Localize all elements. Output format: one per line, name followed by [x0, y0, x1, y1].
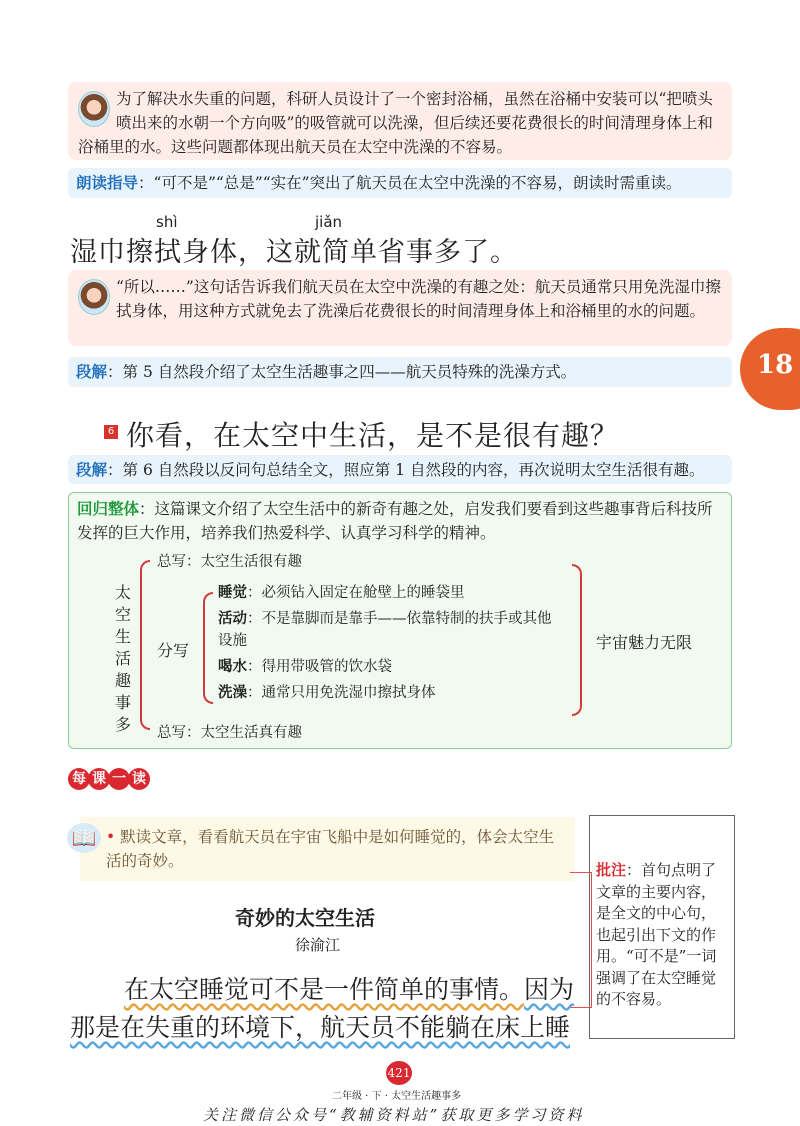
item-value: ：不是靠脚而是靠手——依靠特制的扶手或其他设施 — [218, 611, 552, 649]
brace-right — [572, 564, 582, 716]
reading-guide — [68, 168, 732, 198]
structure-top: 总写：太空生活很有趣 — [157, 554, 302, 570]
annotation-text: ：首句点明了文章的主要内容，是全文的中心句，也起引出下文的作用。“可不是”一词强调了在太空睡觉的不容易。 — [596, 861, 717, 1008]
note-text: 为了解决水失重的问题，科研人员设计了一个密封浴桶，虽然在浴桶中安装可以“把喷头喷出来的水朝一个方向吸”的吸管就可以洗澡，但后续还要花费很长的时间清理身体上和浴桶里的水。这些问题都体现出航天员在太空中洗澡的不容易。 — [78, 90, 713, 156]
analysis-text: ：第 6 自然段以反问句总结全文，照应第 1 自然段的内容，再次说明太空生活很有趣。 — [107, 461, 705, 479]
structure-bottom: 总写：太空生活真有趣 — [157, 725, 302, 741]
guide-text: ：“可不是”“总是”“实在”突出了航天员在太空中洗澡的不容易，朗读时需重读。 — [138, 174, 682, 192]
item-key: 睡觉 — [218, 585, 247, 601]
item-value: ：通常只用免洗湿巾擦拭身体 — [247, 685, 436, 701]
item-value: ：必须钻入固定在舱壁上的睡袋里 — [247, 585, 465, 601]
annotation-box — [589, 815, 735, 1039]
item-key: 喝水 — [218, 659, 247, 675]
item-drink — [218, 656, 563, 678]
item-key: 洗澡 — [218, 685, 247, 701]
pinyin-jian: jiǎn — [315, 213, 343, 231]
structure-root: 太空生活趣事多 — [115, 583, 132, 734]
brace-left-inner — [203, 592, 213, 704]
page-number: 421 — [386, 1061, 412, 1085]
text-paragraph-6: 你看，在太空中生活，是不是很有趣？ — [126, 419, 620, 452]
teacher-note-2 — [68, 270, 732, 346]
daily-reading-badge — [68, 768, 150, 790]
structure-conclusion: 宇宙魅力无限 — [596, 633, 693, 652]
annotation-label: 批注 — [596, 861, 627, 879]
analysis-text: ：第 5 自然段介绍了太空生活趣事之四——航天员特殊的洗澡方式。 — [107, 363, 577, 381]
footer-promo: 关注微信公众号“教辅资料站”获取更多学习资料 — [203, 1106, 585, 1124]
badge-char: 读 — [128, 768, 150, 790]
text-span: 因为 — [524, 975, 575, 1004]
paragraph-number-badge: 6 — [104, 425, 118, 439]
article-line-2: 那是在失重的环境下，航天员不能躺在床上睡 — [70, 1013, 571, 1042]
analysis-label: 段解 — [76, 362, 108, 381]
item-wash — [218, 682, 563, 704]
teacher-avatar-icon — [78, 91, 110, 127]
pinyin-shi: shì — [156, 213, 178, 231]
item-value: ：得用带吸管的饮水袋 — [247, 659, 392, 675]
guide-label: 朗读指导 — [76, 173, 139, 192]
book-icon: 📖 — [67, 823, 101, 853]
badge-char: 课 — [88, 768, 110, 790]
footer-subtitle: 二年级 · 下 · 太空生活趣事多 — [332, 1091, 462, 1102]
article-title: 奇妙的太空生活 — [235, 906, 375, 930]
item-sleep — [218, 582, 563, 604]
reading-tip — [106, 825, 566, 873]
badge-char: 每 — [68, 768, 90, 790]
teacher-avatar-icon — [78, 279, 110, 315]
item-key: 活动 — [218, 611, 247, 627]
summary-text: ：这篇课文介绍了太空生活中的新奇有趣之处，启发我们要看到这些趣事背后科技所发挥的巨大作用，培养我们热爱科学、认真学习科学的精神。 — [77, 500, 713, 542]
article-author: 徐渝江 — [295, 936, 341, 954]
analysis-label: 段解 — [76, 460, 108, 479]
bullet-icon: • — [106, 828, 121, 846]
tip-text: 默读文章，看看航天员在宇宙飞船中是如何睡觉的，体会太空生活的奇妙。 — [106, 828, 555, 870]
paragraph-analysis-5 — [68, 357, 732, 387]
note-text: “所以……”这句话告诉我们航天员在太空中洗澡的有趣之处：航天员通常只用免洗湿巾擦拭身体，用这种方式就免去了洗澡后花费很长的时间清理身体上和浴桶里的水的问题。 — [116, 278, 721, 320]
item-activity — [218, 608, 563, 652]
brace-left-outer — [140, 560, 150, 730]
page-side-tab: 18 — [740, 328, 800, 410]
text-sentence: 湿巾擦拭身体，这就简单省事多了。 — [70, 237, 518, 268]
paragraph-analysis-6 — [68, 455, 732, 484]
summary-label: 回归整体 — [77, 499, 140, 518]
structure-mid: 分写 — [157, 641, 190, 660]
structure-items — [218, 582, 563, 704]
underlined-sentence: 在太空睡觉可不是一件简单的事情。 — [124, 975, 525, 1004]
badge-char: 一 — [108, 768, 130, 790]
article-line-1 — [124, 970, 574, 1006]
teacher-note-1 — [68, 82, 732, 160]
